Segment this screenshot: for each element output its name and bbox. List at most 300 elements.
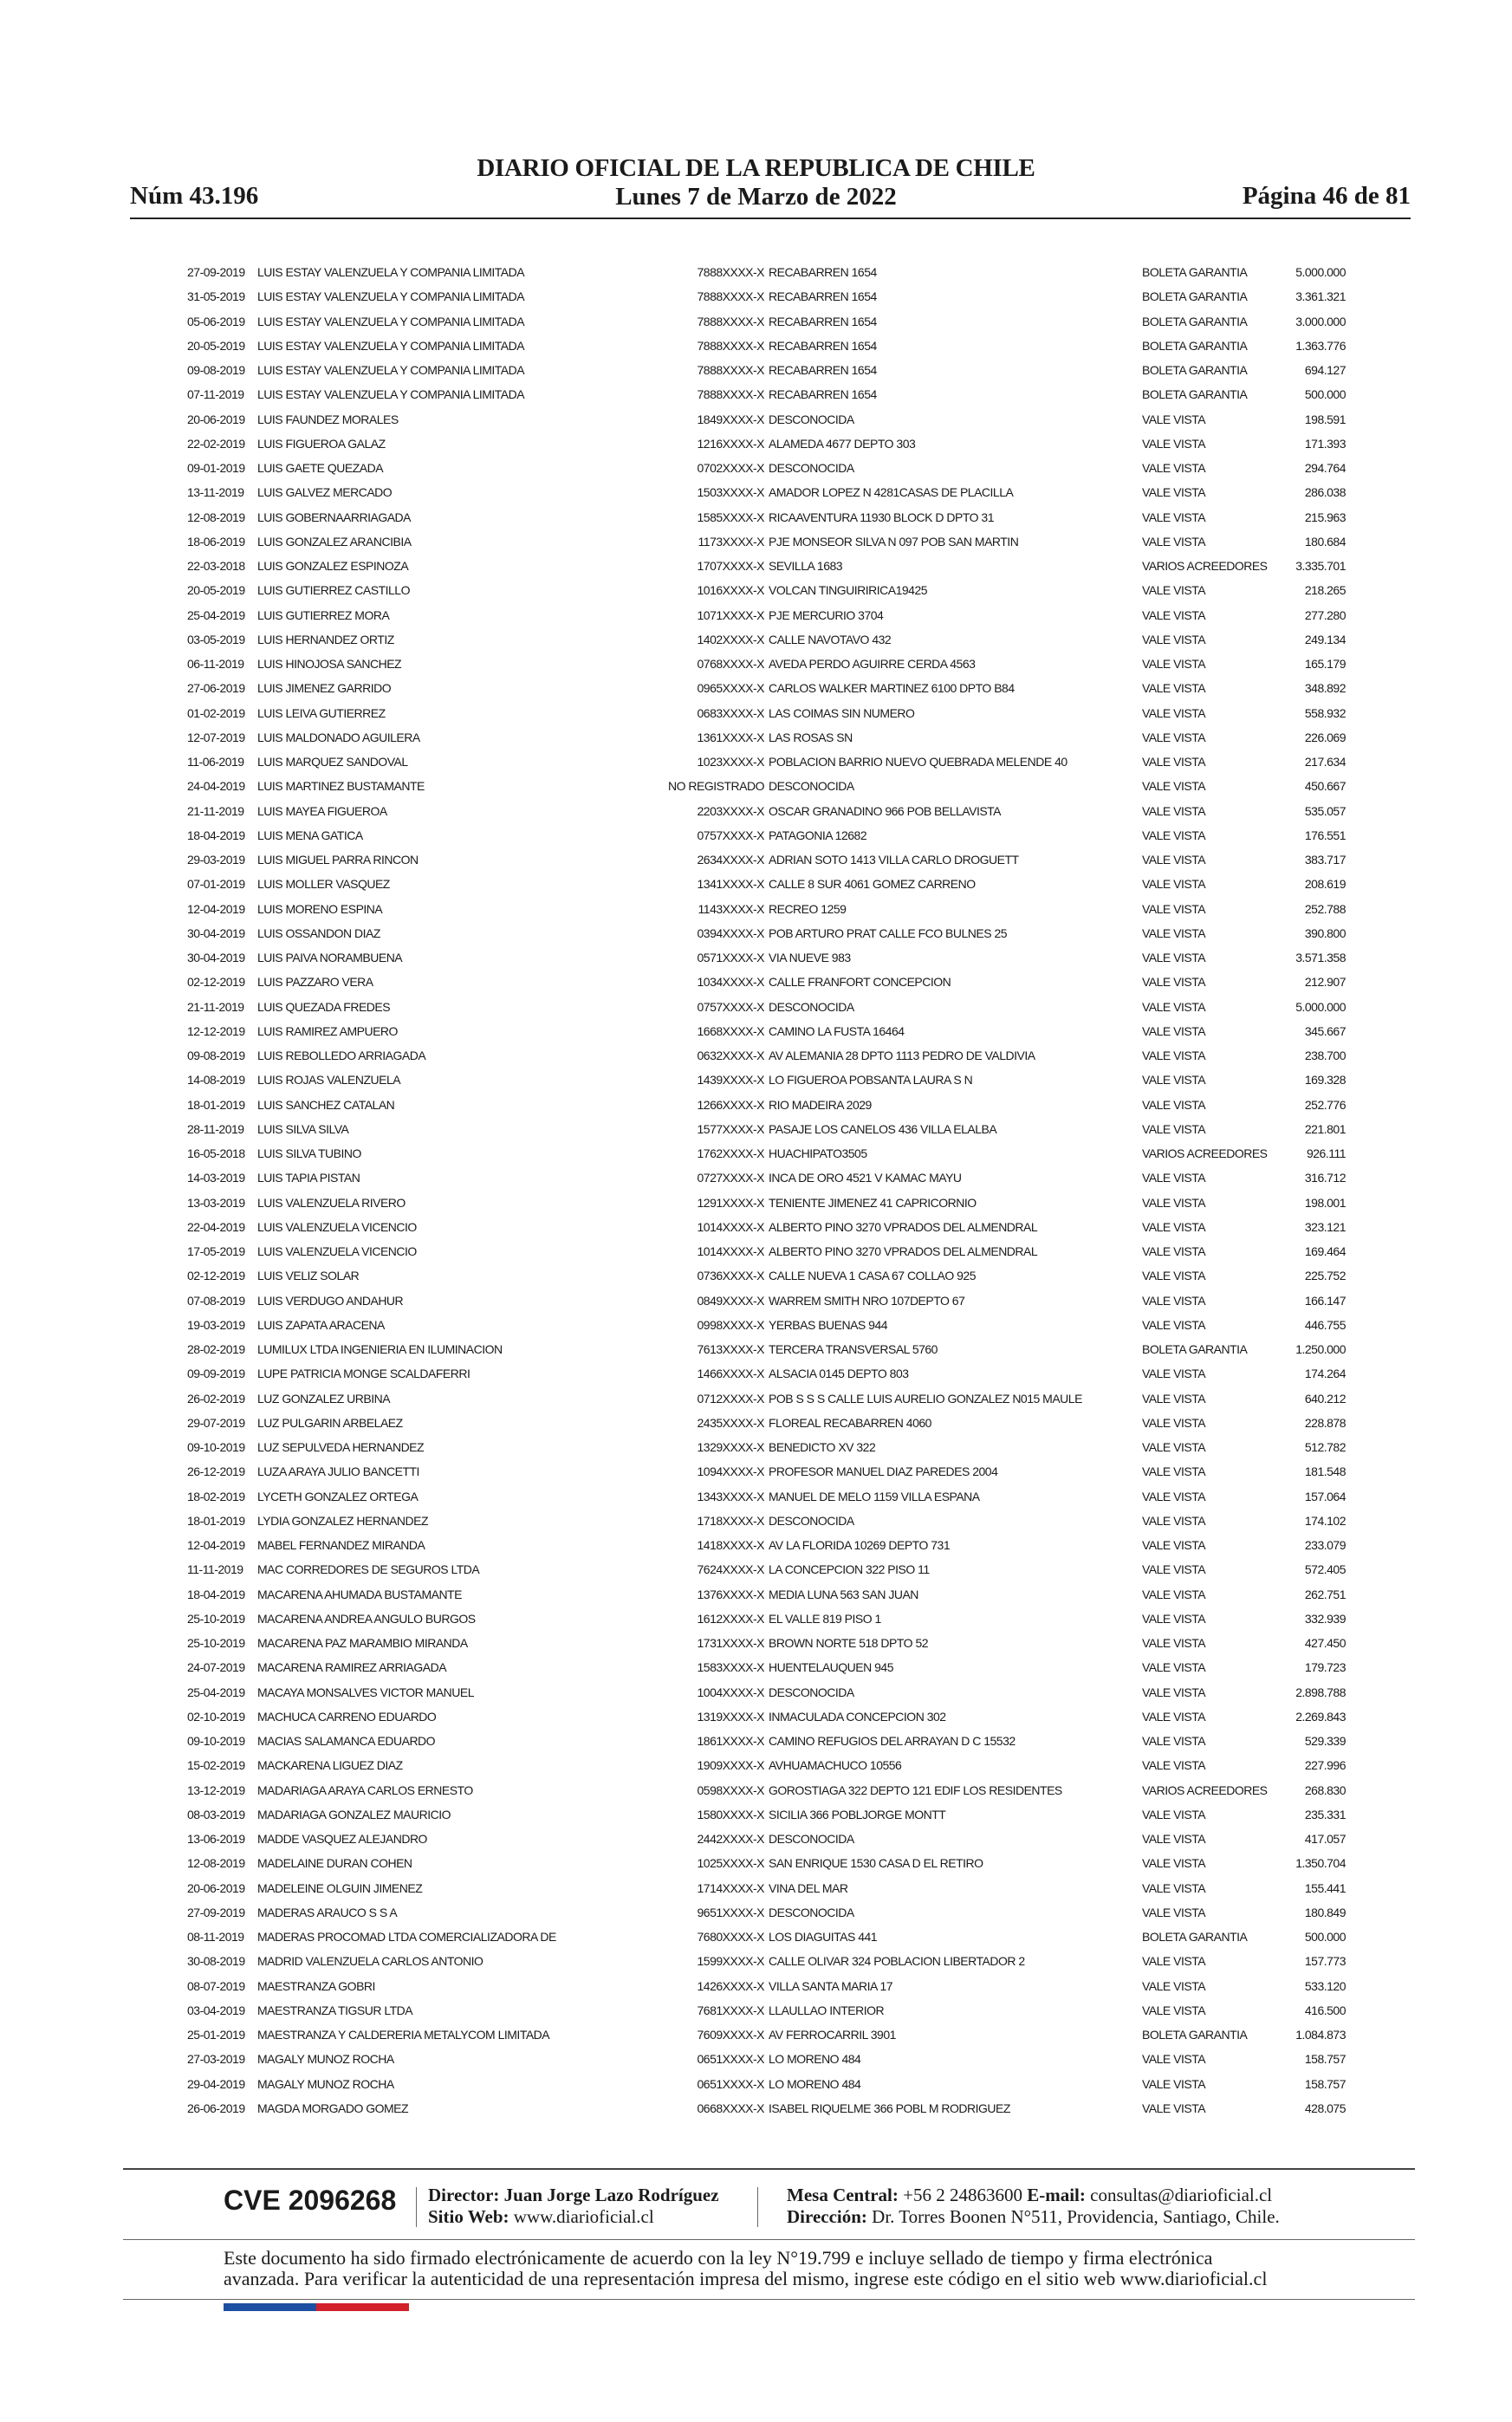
table-row — [0, 382, 1512, 406]
row-name: LUZA ARAYA JULIO BANCETTI — [257, 1464, 419, 1479]
table-row — [0, 578, 1512, 602]
row-instrument: BOLETA GARANTIA — [1142, 314, 1248, 328]
row-address: YERBAS BUENAS 944 — [769, 1317, 888, 1332]
row-date: 01-02-2019 — [187, 705, 245, 720]
row-name: LUIS LEIVA GUTIERREZ — [257, 705, 386, 720]
row-date: 14-03-2019 — [187, 1171, 245, 1185]
row-rut: 7888XXXX-X — [697, 387, 764, 402]
table-row — [0, 334, 1512, 358]
table-row — [0, 1998, 1512, 2023]
row-rut: 1266XXXX-X — [697, 1097, 764, 1112]
row-date: 12-04-2019 — [187, 1538, 245, 1552]
table-row — [0, 799, 1512, 823]
row-amount: 226.069 — [1304, 730, 1346, 744]
row-address: CALLE NAVOTAVO 432 — [769, 632, 892, 646]
row-amount: 212.907 — [1304, 975, 1346, 990]
row-rut: 0632XXXX-X — [697, 1049, 764, 1062]
row-address: GOROSTIAGA 322 DEPTO 121 EDIF LOS RESIDENTES — [769, 1782, 1062, 1797]
row-date: 08-11-2019 — [187, 1930, 244, 1944]
row-address: ISABEL RIQUELME 366 POBL M RODRIGUEZ — [769, 2101, 1010, 2115]
row-name: MADARIAGA GONZALEZ MAURICIO — [257, 1807, 451, 1821]
row-amount: 235.331 — [1304, 1807, 1346, 1821]
row-amount: 227.996 — [1304, 1758, 1346, 1773]
row-instrument: VALE VISTA — [1142, 1587, 1206, 1601]
table-row — [0, 750, 1512, 774]
row-rut: 0651XXXX-X — [697, 2076, 764, 2091]
row-instrument: VALE VISTA — [1142, 657, 1206, 671]
row-address: DESCONOCIDA — [769, 999, 854, 1014]
row-instrument: VALE VISTA — [1142, 975, 1206, 990]
row-instrument: VALE VISTA — [1142, 1978, 1206, 1993]
web-link[interactable]: www.diarioficial.cl — [513, 2206, 654, 2227]
row-address: LO MORENO 484 — [769, 2076, 861, 2091]
row-address: RECABARREN 1654 — [769, 314, 877, 328]
row-address: POBLACION BARRIO NUEVO QUEBRADA MELENDE 40 — [769, 755, 1067, 769]
table-row — [0, 652, 1512, 676]
row-rut: 2203XXXX-X — [697, 803, 764, 818]
row-amount: 165.179 — [1304, 657, 1346, 671]
row-amount: 500.000 — [1304, 1930, 1346, 1944]
row-instrument: BOLETA GARANTIA — [1142, 265, 1248, 279]
footer-divider-middle — [123, 2239, 1415, 2240]
table-row — [0, 897, 1512, 921]
row-date: 22-03-2018 — [187, 559, 245, 573]
row-amount: 221.801 — [1304, 1121, 1346, 1136]
row-date: 29-03-2019 — [187, 853, 245, 867]
row-name: LUIS PAZZARO VERA — [257, 975, 373, 990]
row-instrument: VALE VISTA — [1142, 510, 1206, 524]
row-date: 12-12-2019 — [187, 1023, 245, 1038]
row-name: LUIS MENA GATICA — [257, 828, 363, 842]
signature-notice — [224, 2248, 1350, 2289]
row-amount: 249.134 — [1304, 632, 1346, 646]
row-amount: 5.000.000 — [1295, 265, 1346, 279]
row-amount: 238.700 — [1304, 1049, 1346, 1062]
row-address: EL VALLE 819 PISO 1 — [769, 1611, 881, 1626]
row-rut: 1291XXXX-X — [697, 1195, 764, 1210]
row-instrument: VALE VISTA — [1142, 2052, 1206, 2067]
table-row — [0, 1607, 1512, 1631]
row-amount: 179.723 — [1304, 1660, 1346, 1675]
row-name: MACKARENA LIGUEZ DIAZ — [257, 1758, 403, 1773]
row-amount: 1.250.000 — [1295, 1342, 1346, 1356]
row-rut: 7888XXXX-X — [697, 265, 764, 279]
row-instrument: VALE VISTA — [1142, 1391, 1206, 1406]
row-date: 02-12-2019 — [187, 1269, 245, 1283]
row-rut: 0702XXXX-X — [697, 461, 764, 475]
table-row — [0, 1753, 1512, 1777]
row-address: RECABARREN 1654 — [769, 265, 877, 279]
email-link[interactable]: consultas@diarioficial.cl — [1090, 2185, 1273, 2205]
row-date: 14-08-2019 — [187, 1073, 245, 1088]
row-address: AVHUAMACHUCO 10556 — [769, 1758, 902, 1773]
row-name: MABEL FERNANDEZ MIRANDA — [257, 1538, 425, 1552]
row-date: 29-04-2019 — [187, 2076, 245, 2091]
row-amount: 572.405 — [1304, 1562, 1346, 1577]
row-address: POB ARTURO PRAT CALLE FCO BULNES 25 — [769, 925, 1008, 940]
row-address: ALBERTO PINO 3270 VPRADOS DEL ALMENDRAL — [769, 1219, 1038, 1234]
table-row — [0, 676, 1512, 700]
row-name: MAGALY MUNOZ ROCHA — [257, 2052, 394, 2067]
table-row — [0, 1680, 1512, 1704]
row-date: 08-03-2019 — [187, 1807, 245, 1821]
row-name: LUZ SEPULVEDA HERNANDEZ — [257, 1440, 425, 1454]
row-rut: 1577XXXX-X — [697, 1121, 764, 1136]
row-instrument: VALE VISTA — [1142, 1636, 1206, 1650]
row-amount: 323.121 — [1304, 1219, 1346, 1234]
row-rut: NO REGISTRADO — [668, 779, 764, 794]
row-date: 24-07-2019 — [187, 1660, 245, 1675]
row-date: 03-05-2019 — [187, 632, 245, 646]
row-address: CAMINO LA FUSTA 16464 — [769, 1023, 905, 1038]
row-address: RICAAVENTURA 11930 BLOCK D DPTO 31 — [769, 510, 994, 524]
row-address: DESCONOCIDA — [769, 1832, 854, 1846]
row-name: LUIS VERDUGO ANDAHUR — [257, 1293, 404, 1308]
table-row — [0, 1631, 1512, 1655]
row-date: 21-11-2019 — [187, 803, 244, 818]
row-instrument: VALE VISTA — [1142, 1121, 1206, 1136]
row-address: DESCONOCIDA — [769, 1513, 854, 1528]
address-label: Dirección: — [787, 2206, 867, 2227]
row-date: 28-02-2019 — [187, 1342, 245, 1356]
row-amount: 512.782 — [1304, 1440, 1346, 1454]
row-instrument: VALE VISTA — [1142, 1269, 1206, 1283]
row-amount: 1.084.873 — [1295, 2028, 1346, 2042]
row-amount: 348.892 — [1304, 681, 1346, 696]
issue-number: Núm 43.196 — [130, 182, 259, 210]
row-instrument: VALE VISTA — [1142, 2076, 1206, 2091]
row-rut: 1418XXXX-X — [697, 1538, 764, 1552]
row-name: LUIS VALENZUELA RIVERO — [257, 1195, 406, 1210]
row-address: CAMINO REFUGIOS DEL ARRAYAN D C 15532 — [769, 1734, 1016, 1748]
row-instrument: VALE VISTA — [1142, 1660, 1206, 1675]
row-address: POB S S S CALLE LUIS AURELIO GONZALEZ N015 MAULE — [769, 1391, 1082, 1406]
row-amount: 158.757 — [1304, 2052, 1346, 2067]
row-rut: 1143XXXX-X — [698, 901, 764, 916]
row-instrument: VALE VISTA — [1142, 1758, 1206, 1773]
row-rut: 7681XXXX-X — [697, 2003, 764, 2017]
table-row — [0, 1802, 1512, 1827]
row-date: 15-02-2019 — [187, 1758, 245, 1773]
row-amount: 180.849 — [1304, 1905, 1346, 1919]
row-name: LUIS ESTAY VALENZUELA Y COMPANIA LIMITADA — [257, 363, 525, 377]
row-rut: 1341XXXX-X — [697, 877, 764, 892]
cve-code: CVE 2096268 — [224, 2185, 397, 2216]
row-instrument: BOLETA GARANTIA — [1142, 1930, 1248, 1944]
row-address: PASAJE LOS CANELOS 436 VILLA ELALBA — [769, 1121, 997, 1136]
row-date: 20-05-2019 — [187, 338, 245, 353]
table-row — [0, 1655, 1512, 1679]
row-name: MADERAS ARAUCO S S A — [257, 1905, 398, 1919]
row-date: 25-04-2019 — [187, 607, 245, 622]
table-row — [0, 1582, 1512, 1607]
row-rut: 0757XXXX-X — [697, 828, 764, 842]
row-instrument: VALE VISTA — [1142, 583, 1206, 598]
row-address: DESCONOCIDA — [769, 412, 854, 426]
row-amount: 926.111 — [1306, 1146, 1346, 1160]
table-row — [0, 260, 1512, 284]
row-rut: 1173XXXX-X — [698, 534, 764, 549]
table-row — [0, 1117, 1512, 1141]
row-rut: 1361XXXX-X — [697, 730, 764, 744]
row-amount: 218.265 — [1304, 583, 1346, 598]
row-instrument: VARIOS ACREEDORES — [1142, 1782, 1268, 1797]
row-address: PROFESOR MANUEL DIAZ PAREDES 2004 — [769, 1464, 998, 1479]
row-address: TENIENTE JIMENEZ 41 CAPRICORNIO — [769, 1195, 977, 1210]
row-rut: 0571XXXX-X — [697, 951, 764, 964]
row-instrument: VALE VISTA — [1142, 681, 1206, 696]
table-row — [0, 432, 1512, 456]
row-name: LUIS REBOLLEDO ARRIAGADA — [257, 1049, 426, 1062]
row-amount: 5.000.000 — [1295, 999, 1346, 1014]
row-name: LUIS MALDONADO AGUILERA — [257, 730, 420, 744]
row-rut: 1612XXXX-X — [697, 1611, 764, 1626]
row-address: INCA DE ORO 4521 V KAMAC MAYU — [769, 1171, 962, 1185]
row-instrument: VALE VISTA — [1142, 925, 1206, 940]
row-date: 21-11-2019 — [187, 999, 244, 1014]
row-address: FLOREAL RECABARREN 4060 — [769, 1415, 931, 1430]
row-instrument: VALE VISTA — [1142, 755, 1206, 769]
row-rut: 1599XXXX-X — [697, 1954, 764, 1969]
row-address: ALBERTO PINO 3270 VPRADOS DEL ALMENDRAL — [769, 1244, 1038, 1258]
row-instrument: VALE VISTA — [1142, 951, 1206, 964]
row-date: 27-09-2019 — [187, 1905, 245, 1919]
row-amount: 390.800 — [1304, 925, 1346, 940]
table-row — [0, 603, 1512, 627]
row-address: LO MORENO 484 — [769, 2052, 861, 2067]
row-name: MACARENA AHUMADA BUSTAMANTE — [257, 1587, 462, 1601]
row-instrument: BOLETA GARANTIA — [1142, 289, 1248, 304]
row-date: 09-09-2019 — [187, 1367, 245, 1381]
row-address: SICILIA 366 POBLJORGE MONTT — [769, 1807, 946, 1821]
row-amount: 332.939 — [1304, 1611, 1346, 1626]
table-row — [0, 847, 1512, 872]
row-rut: 1071XXXX-X — [697, 607, 764, 622]
footer-director-block — [428, 2185, 719, 2228]
table-row — [0, 1093, 1512, 1117]
row-address: VINA DEL MAR — [769, 1880, 848, 1895]
row-name: LUIS VALENZUELA VICENCIO — [257, 1244, 417, 1258]
table-row — [0, 1313, 1512, 1337]
row-name: LUMILUX LTDA INGENIERIA EN ILUMINACION — [257, 1342, 503, 1356]
row-address: LA CONCEPCION 322 PISO 11 — [769, 1562, 930, 1577]
row-instrument: VALE VISTA — [1142, 1293, 1206, 1308]
row-instrument: VALE VISTA — [1142, 1685, 1206, 1699]
row-address: AV LA FLORIDA 10269 DEPTO 731 — [769, 1538, 951, 1552]
row-address: BROWN NORTE 518 DPTO 52 — [769, 1636, 929, 1650]
row-date: 16-05-2018 — [187, 1146, 245, 1160]
row-rut: 7888XXXX-X — [697, 314, 764, 328]
row-rut: 1714XXXX-X — [697, 1880, 764, 1895]
row-rut: 1376XXXX-X — [697, 1587, 764, 1601]
row-date: 25-10-2019 — [187, 1611, 245, 1626]
row-date: 13-03-2019 — [187, 1195, 245, 1210]
row-address: ADRIAN SOTO 1413 VILLA CARLO DROGUETT — [769, 853, 1019, 867]
row-amount: 3.571.358 — [1295, 951, 1346, 964]
row-address: INMACULADA CONCEPCION 302 — [769, 1709, 946, 1724]
row-amount: 446.755 — [1304, 1317, 1346, 1332]
row-name: LUPE PATRICIA MONGE SCALDAFERRI — [257, 1367, 470, 1381]
row-address: MANUEL DE MELO 1159 VILLA ESPANA — [769, 1489, 980, 1503]
row-amount: 345.667 — [1304, 1023, 1346, 1038]
row-name: LUIS SANCHEZ CATALAN — [257, 1097, 395, 1112]
table-row — [0, 1949, 1512, 1973]
row-amount: 277.280 — [1304, 607, 1346, 622]
row-name: LUIS GUTIERREZ CASTILLO — [257, 583, 410, 598]
row-instrument: VALE VISTA — [1142, 779, 1206, 794]
row-address: VOLCAN TINGUIRIRICA19425 — [769, 583, 928, 598]
row-address: DESCONOCIDA — [769, 779, 854, 794]
table-row — [0, 1215, 1512, 1239]
records-table — [0, 260, 1512, 2120]
row-date: 26-06-2019 — [187, 2101, 245, 2115]
row-name: LYCETH GONZALEZ ORTEGA — [257, 1489, 419, 1503]
row-name: LUIS MIGUEL PARRA RINCON — [257, 853, 419, 867]
row-rut: 1439XXXX-X — [697, 1073, 764, 1088]
row-date: 12-08-2019 — [187, 510, 245, 524]
row-rut: 0768XXXX-X — [697, 657, 764, 671]
row-amount: 694.127 — [1304, 363, 1346, 377]
issue-date: Lunes 7 de Marzo de 2022 — [615, 183, 897, 211]
row-address: SEVILLA 1683 — [769, 559, 843, 573]
row-amount: 268.830 — [1304, 1782, 1346, 1797]
row-address: LAS ROSAS SN — [769, 730, 853, 744]
row-amount: 294.764 — [1304, 461, 1346, 475]
footer-contact-block — [787, 2185, 1280, 2228]
footer-separator — [757, 2187, 758, 2227]
notice-line: avanzada. Para verificar la autenticidad de una representación impresa del mismo, ingrese este código en el sitio web www.diarioficial.cl — [224, 2268, 1268, 2289]
row-instrument: BOLETA GARANTIA — [1142, 2028, 1248, 2042]
table-row — [0, 1827, 1512, 1851]
row-date: 18-01-2019 — [187, 1513, 245, 1528]
row-rut: 1762XXXX-X — [697, 1146, 764, 1160]
row-date: 30-04-2019 — [187, 925, 245, 940]
row-rut: 1014XXXX-X — [697, 1244, 764, 1258]
row-amount: 2.269.843 — [1295, 1709, 1346, 1724]
row-date: 12-07-2019 — [187, 730, 245, 744]
row-amount: 316.712 — [1304, 1171, 1346, 1185]
table-row — [0, 1166, 1512, 1190]
row-instrument: VALE VISTA — [1142, 1832, 1206, 1846]
row-name: MACHUCA CARRENO EDUARDO — [257, 1709, 437, 1724]
row-name: LUIS ESTAY VALENZUELA Y COMPANIA LIMITADA — [257, 387, 525, 402]
row-date: 18-04-2019 — [187, 1587, 245, 1601]
row-address: LAS COIMAS SIN NUMERO — [769, 705, 915, 720]
row-rut: 0736XXXX-X — [697, 1269, 764, 1283]
row-name: MACIAS SALAMANCA EDUARDO — [257, 1734, 436, 1748]
row-address: ALSACIA 0145 DEPTO 803 — [769, 1367, 909, 1381]
row-amount: 1.350.704 — [1295, 1856, 1346, 1871]
row-address: HUENTELAUQUEN 945 — [769, 1660, 893, 1675]
row-address: PJE MONSEOR SILVA N 097 POB SAN MARTIN — [769, 534, 1019, 549]
table-row — [0, 1704, 1512, 1729]
table-row — [0, 1019, 1512, 1043]
row-name: LUIS ESTAY VALENZUELA Y COMPANIA LIMITADA — [257, 265, 525, 279]
row-name: MACARENA ANDREA ANGULO BURGOS — [257, 1611, 476, 1626]
row-date: 22-04-2019 — [187, 1219, 245, 1234]
row-date: 30-04-2019 — [187, 951, 245, 964]
row-rut: 1216XXXX-X — [697, 436, 764, 451]
row-amount: 176.551 — [1304, 828, 1346, 842]
director-name: Juan Jorge Lazo Rodríguez — [503, 2185, 719, 2205]
table-row — [0, 358, 1512, 382]
row-rut: 7613XXXX-X — [697, 1342, 764, 1356]
table-row — [0, 1557, 1512, 1581]
row-instrument: BOLETA GARANTIA — [1142, 338, 1248, 353]
row-rut: 2435XXXX-X — [697, 1415, 764, 1430]
row-date: 08-07-2019 — [187, 1978, 245, 1993]
row-instrument: VALE VISTA — [1142, 2101, 1206, 2115]
row-date: 11-11-2019 — [187, 1562, 243, 1577]
row-rut: 7888XXXX-X — [697, 338, 764, 353]
row-address: SAN ENRIQUE 1530 CASA D EL RETIRO — [769, 1856, 983, 1871]
row-instrument: VALE VISTA — [1142, 803, 1206, 818]
row-amount: 233.079 — [1304, 1538, 1346, 1552]
row-rut: 1861XXXX-X — [697, 1734, 764, 1748]
row-address: BENEDICTO XV 322 — [769, 1440, 876, 1454]
row-date: 13-12-2019 — [187, 1782, 245, 1797]
row-address: CARLOS WALKER MARTINEZ 6100 DPTO B84 — [769, 681, 1015, 696]
table-row — [0, 1876, 1512, 1900]
row-name: MAESTRANZA Y CALDERERIA METALYCOM LIMITADA — [257, 2028, 550, 2042]
row-instrument: VALE VISTA — [1142, 1513, 1206, 1528]
row-date: 22-02-2019 — [187, 436, 245, 451]
table-row — [0, 1239, 1512, 1263]
table-row — [0, 309, 1512, 334]
row-amount: 500.000 — [1304, 387, 1346, 402]
row-date: 30-08-2019 — [187, 1954, 245, 1969]
row-instrument: VALE VISTA — [1142, 1954, 1206, 1969]
row-rut: 1426XXXX-X — [697, 1978, 764, 1993]
row-amount: 252.776 — [1304, 1097, 1346, 1112]
row-amount: 208.619 — [1304, 877, 1346, 892]
row-rut: 2634XXXX-X — [697, 853, 764, 867]
row-date: 26-02-2019 — [187, 1391, 245, 1406]
row-amount: 198.591 — [1304, 412, 1346, 426]
row-rut: 1319XXXX-X — [697, 1709, 764, 1724]
row-address: PATAGONIA 12682 — [769, 828, 867, 842]
email-label: E-mail: — [1027, 2185, 1086, 2205]
row-instrument: VALE VISTA — [1142, 1489, 1206, 1503]
flag-stripe-red — [316, 2303, 409, 2311]
table-row — [0, 1386, 1512, 1411]
row-address: TERCERA TRANSVERSAL 5760 — [769, 1342, 938, 1356]
row-date: 20-06-2019 — [187, 1880, 245, 1895]
row-rut: 0712XXXX-X — [697, 1391, 764, 1406]
row-instrument: VALE VISTA — [1142, 999, 1206, 1014]
row-date: 18-04-2019 — [187, 828, 245, 842]
row-rut: 0394XXXX-X — [697, 925, 764, 940]
row-name: MACARENA RAMIREZ ARRIAGADA — [257, 1660, 447, 1675]
table-row — [0, 995, 1512, 1019]
row-name: LUIS VALENZUELA VICENCIO — [257, 1219, 417, 1234]
row-rut: 0598XXXX-X — [697, 1782, 764, 1797]
row-address: LOS DIAGUITAS 441 — [769, 1930, 878, 1944]
table-row — [0, 1778, 1512, 1802]
row-amount: 225.752 — [1304, 1269, 1346, 1283]
row-name: LUIS GAETE QUEZADA — [257, 461, 384, 475]
row-name: LUIS ROJAS VALENZUELA — [257, 1073, 401, 1088]
row-instrument: VALE VISTA — [1142, 1049, 1206, 1062]
table-row — [0, 1509, 1512, 1533]
row-instrument: VALE VISTA — [1142, 461, 1206, 475]
page-header — [0, 0, 1512, 225]
row-name: LUZ PULGARIN ARBELAEZ — [257, 1415, 403, 1430]
row-name: LUIS FIGUEROA GALAZ — [257, 436, 386, 451]
row-instrument: VALE VISTA — [1142, 1440, 1206, 1454]
row-instrument: VALE VISTA — [1142, 1219, 1206, 1234]
row-date: 06-11-2019 — [187, 657, 244, 671]
